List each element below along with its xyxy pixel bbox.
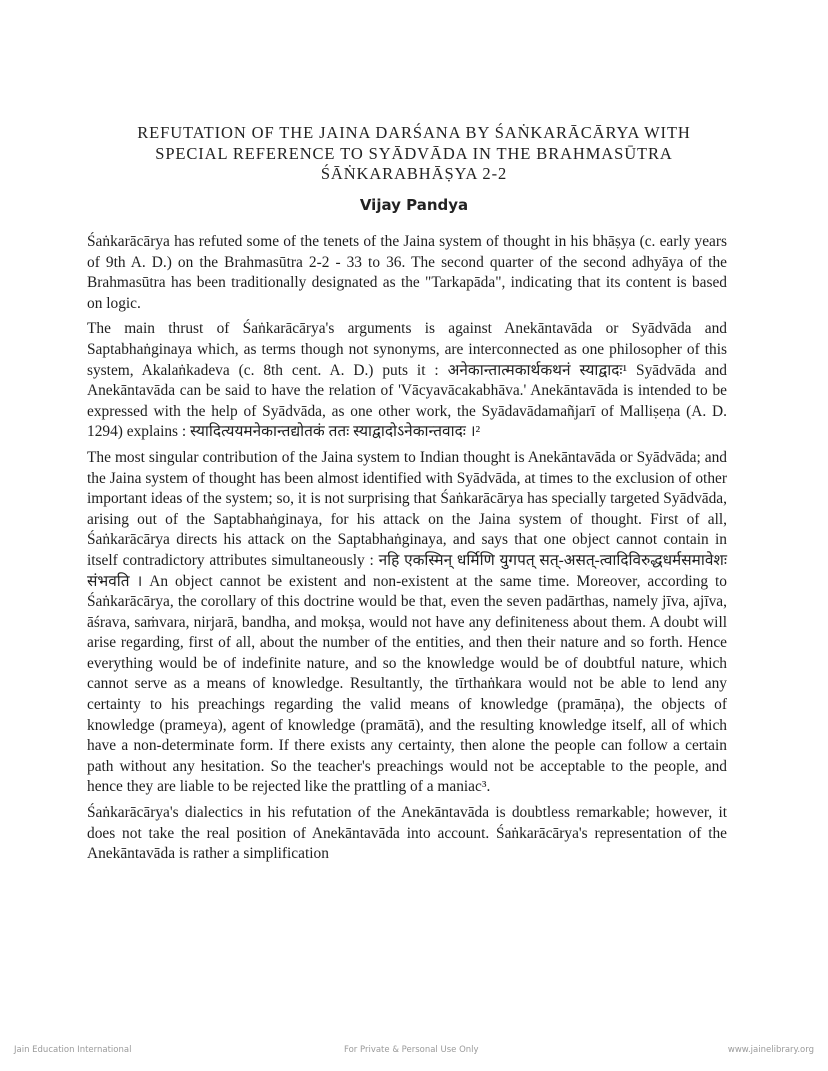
footer-website: www.jainelibrary.org <box>727 1045 814 1055</box>
paragraph-2: The main thrust of Śaṅkarācārya's arguments is against Anekāntavāda or Syādvāda and Saptabhaṅginaya which, as terms though not synonyms, are interconnected as one philosopher of this system, Akalaṅkadeva (c. 8th cent. A. D.) puts it : अनेकान्तात्मकार्थकथनं स्याद्वादः¹ Syādvāda and Anekāntavāda can be said to have the relation of 'Vācyavācakabhāva.' Anekāntavāda is intended to be expressed with the help of Syādvāda, as one other work, the Syādavādamañjarī of Malliṣeṇa (A. D. 1294) explains : स्यादित्ययमनेकान्तद्योतकं ततः स्याद्वादोऽनेकान्तवादः ।² <box>87 320 727 441</box>
title-line-1: REFUTATION OF THE JAINA DARŚANA BY ŚAṄKARĀCĀRYA WITH <box>137 123 691 142</box>
paragraph-1: Śaṅkarācārya has refuted some of the tenets of the Jaina system of thought in his bhāṣya (c. early years of 9th A. D.) on the Brahmasūtra 2-2 - 33 to 36. The second quarter of the second adhyāya of the Brahmasūtra has been traditionally designated as the "Tarkapāda", indicating that its content is based on logic. <box>87 233 727 312</box>
paper-title <box>60 123 768 185</box>
paragraph-3: The most singular contribution of the Jaina system to Indian thought is Anekāntavāda or Syādvāda; and the Jaina system of thought has been almost identified with Syādvāda, at times to the exclusion of other important ideas of the system; so, it is not surprising that Śaṅkarācārya has specially targeted Syādvāda, arising out of the Saptabhaṅginaya, for his attack on the Jaina system of thought. First of all, Śaṅkarācārya directs his attack on the Saptabhaṅginaya, and says that one object cannot contain in itself contradictory attributes simultaneously : नहि एकस्मिन् धर्मिणि युगपत् सत्-असत्-त्वादिविरुद्धधर्मसमावेशः संभवति । An object cannot be existent and non-existent at the same time. Moreover, according to Śaṅkarācārya, the corollary of this doctrine would be that, even the seven padārthas, namely jīva, ajīva, āśrava, saṁvara, nirjarā, bandha, and mokṣa, would not have any definiteness about them. A doubt will arise regarding, first of all, about the number of the entities, and then their nature and so forth. Hence everything would be of indefinite nature, and so the knowledge would be of doubtful nature, which cannot serve as a means of knowledge. Resultantly, the tīrthaṅkara would not be able to lend any certainty to his preachings regarding the valid means of knowledge (pramāṇa), the objects of knowledge (prameya), agent of knowledge (pramātā), and the resulting knowledge itself, all of which have a non-determinate form. If there exists any certainty, then alone the people can follow a certain path without any hesitation. So the teacher's preachings would not be acceptable to the people, and hence they are liable to be rejected like the prattling of a maniac³. <box>87 448 727 796</box>
footer-usage-note: For Private & Personal Use Only <box>344 1045 479 1055</box>
paragraph-4: Śaṅkarācārya's dialectics in his refutation of the Anekāntavāda is doubtless remarkable; however, it does not take the real position of Anekāntavāda into account. Śaṅkarācārya's representation of the Anekāntavāda is rather a simplification <box>87 804 727 863</box>
title-line-3: ŚĀṄKARABHĀṢYA 2-2 <box>320 164 508 183</box>
author-name: Vijay Pandya <box>359 196 469 214</box>
article-body <box>87 232 727 870</box>
title-line-2: SPECIAL REFERENCE TO SYĀDVĀDA IN THE BRAHMASŪTRA <box>155 143 673 163</box>
footer-publisher: Jain Education International <box>14 1045 132 1055</box>
